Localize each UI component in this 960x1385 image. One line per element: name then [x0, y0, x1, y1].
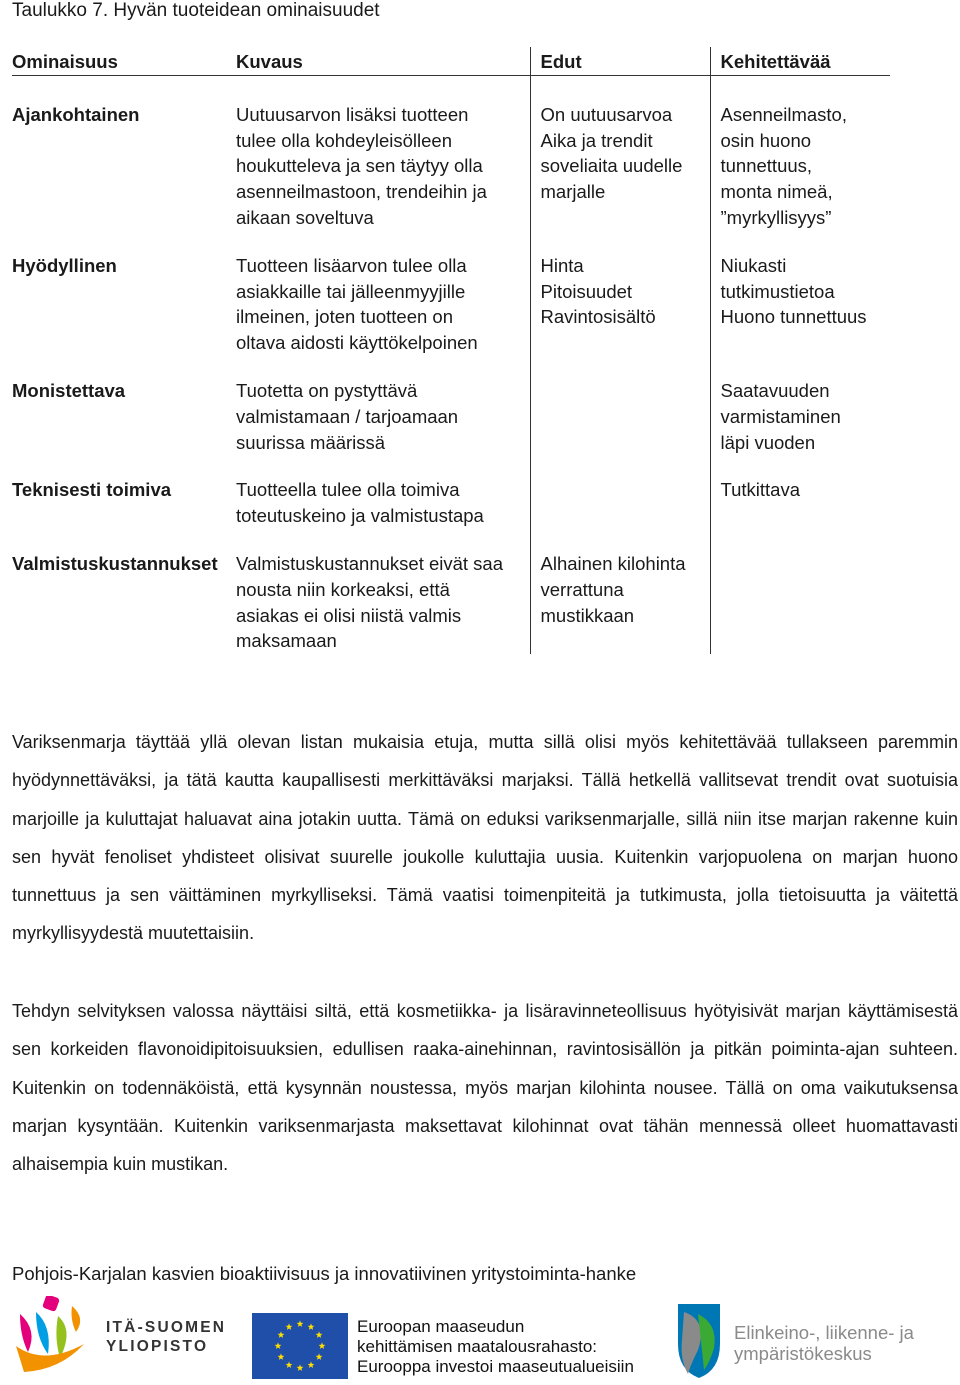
cell-benefits: [530, 356, 710, 455]
cell-description: Tuotteen lisäarvon tulee olla asiakkaille tai jälleenmyyjille ilmeinen, joten tuotteen on oltava aidosti käyttökelpoinen: [236, 254, 478, 354]
header-kuvaus: Kuvaus: [236, 47, 530, 75]
eu-fund-text: Euroopan maaseudun kehittämisen maatalousrahasto: Eurooppa investoi maaseutualueisiin: [357, 1317, 634, 1376]
cell-development: Asenneilmasto, osin huono tunnettuus, monta nimeä, ”myrkyllisyys”: [710, 75, 890, 230]
properties-table: [12, 47, 890, 654]
table-header-row: [12, 47, 890, 75]
cell-benefits: [530, 455, 710, 529]
header-edut: Edut: [530, 47, 710, 75]
table-row: [12, 529, 890, 654]
cell-benefits: Hinta Pitoisuudet Ravintosisältö: [530, 231, 710, 356]
cell-property-name: Hyödyllinen: [12, 254, 117, 276]
cell-benefits: Alhainen kilohinta verrattuna mustikkaan: [530, 529, 710, 654]
cell-property-name: Monistettava: [12, 379, 126, 401]
uef-logo: [14, 1296, 234, 1380]
ely-emblem-icon: [668, 1300, 730, 1380]
cell-development: Niukasti tutkimustietoa Huono tunnettuus: [710, 231, 890, 356]
cell-property-name: Valmistuskustannukset: [12, 552, 218, 574]
uef-emblem-icon: [14, 1296, 94, 1380]
ely-logo: [668, 1300, 960, 1382]
header-ominaisuus: Ominaisuus: [12, 47, 236, 75]
eu-flag-icon: [252, 1313, 348, 1379]
cell-description: Tuotetta on pystyttävä valmistamaan / tarjoamaan suurissa määrissä: [236, 379, 459, 453]
ely-name: Elinkeino-, liikenne- ja ympäristökeskus: [734, 1322, 914, 1364]
project-title: Pohjois-Karjalan kasvien bioaktiivisuus ja innovatiivinen yritystoiminta-hanke: [12, 1263, 637, 1284]
paragraph-2: Tehdyn selvityksen valossa näyttäisi siltä, että kosmetiikka- ja lisäravinneteollisuus hyötyisivät marjan käyttämisestä sen korkeiden flavonoidipitoisuuksien, edullisen raaka-ainehinnan, ravintosisällön ja pitkän poiminta-ajan suhteen. Kuitenkin on todennäköistä, että kysynnän noustessa, myös marjan kilohinta nousee. Tällä on oma vaikutuksensa marjan kysyntään. Kuitenkin variksenmarjasta maksettavat kilohinnat ovat tähän mennessä olleet huomattavasti alhaisempia kuin mustikan.: [12, 1001, 958, 1175]
eu-logo: [252, 1313, 652, 1383]
table-row: [12, 455, 890, 529]
cell-development: Saatavuuden varmistaminen läpi vuoden: [710, 356, 890, 455]
table-caption: Taulukko 7. Hyvän tuoteidean ominaisuudet: [12, 0, 380, 21]
paragraph-1: Variksenmarja täyttää yllä olevan listan mukaisia etuja, mutta sillä olisi myös kehitettävää tullakseen paremmin hyödynnettäväksi, ja tätä kautta kaupallisesti merkittäväksi marjaksi. Tällä hetkellä vallitsevat trendit ovat suotuisia marjoille ja kuluttajat haluavat aina jotakin uutta. Tämä on eduksi variksenmarjalle, sillä niin itse marjan rakenne kuin sen hyvät fenoliset yhdisteet olisivat suurelle joukolle kuluttajia uusia. Kuitenkin varjopuolena on marjan huono tunnettuus ja sen väittäminen myrkylliseksi. Tämä vaatisi toimenpiteitä ja tutkimusta, jolla tietoisuutta ja väitettä myrkyllisyydestä muutettaisiin.: [12, 732, 958, 944]
cell-description: Valmistuskustannukset eivät saa nousta niin korkeaksi, että asiakas ei olisi niistä valmis maksamaan: [236, 552, 504, 652]
cell-benefits: On uutuusarvoa Aika ja trendit soveliaita uudelle marjalle: [530, 75, 710, 230]
table-row: [12, 231, 890, 356]
table-row: [12, 75, 890, 230]
cell-property-name: Teknisesti toimiva: [12, 479, 172, 501]
table-row: [12, 356, 890, 455]
cell-development: [710, 529, 890, 654]
cell-development: Tutkittava: [710, 455, 890, 529]
header-kehitettavaa: Kehitettävää: [710, 47, 890, 75]
uef-name: ITÄ-SUOMEN YLIOPISTO: [106, 1319, 227, 1355]
cell-description: Uutuusarvon lisäksi tuotteen tulee olla kohdeyleisölleen houkutteleva ja sen täytyy olla asenneilmastoon, trendeihin ja aikaan soveltuva: [236, 103, 487, 228]
cell-description: Tuotteella tulee olla toimiva toteutuskeino ja valmistustapa: [236, 479, 484, 527]
cell-property-name: Ajankohtainen: [12, 103, 140, 125]
